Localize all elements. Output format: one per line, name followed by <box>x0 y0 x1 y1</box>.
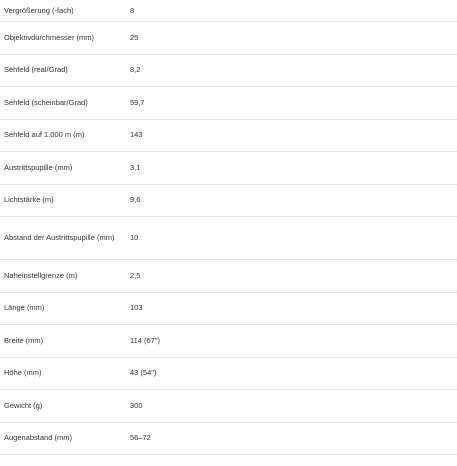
spec-row-exit-pupil <box>0 152 457 185</box>
spec-row-width <box>0 325 457 358</box>
spec-value: 2,5 <box>130 270 141 280</box>
spec-value: 143 <box>130 130 143 140</box>
spec-value: 25 <box>130 32 139 42</box>
spec-row-weight <box>0 390 457 423</box>
spec-value: 56–72 <box>130 433 151 443</box>
spec-label: Sehfeld (scheinbar/Grad) <box>4 97 88 107</box>
spec-label: Breite (mm) <box>4 335 44 345</box>
spec-value: 114 (67") <box>130 335 161 345</box>
spec-label: Sehfeld (real/Grad) <box>4 65 68 75</box>
spec-label: Sehfeld auf 1.000 m (m) <box>4 130 85 140</box>
spec-label: Gewicht (g) <box>4 400 43 410</box>
spec-value: 59,7 <box>130 97 145 107</box>
spec-value: 43 (54") <box>130 368 157 378</box>
spec-row-field-of-view-apparent <box>0 87 457 120</box>
spec-value: 10 <box>130 233 139 242</box>
spec-label: Vergrößerung (-fach) <box>4 5 74 15</box>
spec-value: 9,6 <box>130 195 141 205</box>
spec-row-height <box>0 358 457 391</box>
spec-label: Höhe (mm) <box>4 368 42 378</box>
spec-value: 300 <box>130 400 143 410</box>
spec-row-field-of-view-real <box>0 55 457 88</box>
spec-row-field-at-1000m <box>0 120 457 153</box>
spec-value: 8 <box>130 5 135 15</box>
spec-label: Naheinstellgrenze (m) <box>4 270 78 280</box>
spec-label: Objektivdurchmesser (mm) <box>4 32 95 42</box>
spec-row-close-focus <box>0 260 457 293</box>
spec-row-eye-relief <box>0 217 457 260</box>
spec-row-length <box>0 293 457 326</box>
spec-value: 8,2 <box>130 65 141 75</box>
spec-label: Austrittspupille (mm) <box>4 162 73 172</box>
spec-label: Abstand der Austrittspupille (mm) <box>4 233 115 242</box>
spec-value: 3,1 <box>130 162 141 172</box>
spec-row-objective-diameter <box>0 22 457 55</box>
spec-label: Augenabstand (mm) <box>4 433 72 443</box>
spec-value: 103 <box>130 303 143 313</box>
spec-label: Lichtstärke (m) <box>4 195 54 205</box>
spec-row-light-intensity <box>0 185 457 218</box>
spec-row-magnification <box>0 0 457 22</box>
spec-row-interpupillary-distance <box>0 423 457 456</box>
spec-label: Länge (mm) <box>4 303 45 313</box>
